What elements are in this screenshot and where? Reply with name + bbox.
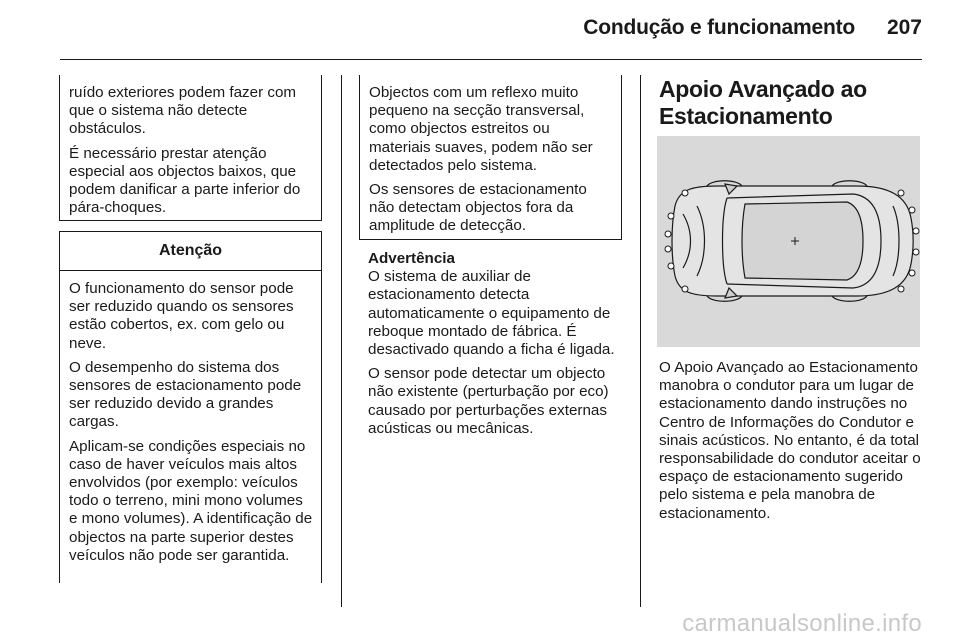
paragraph: Aplicam-se condições especiais no caso de haver veículos mais altos envolvidos (por exemplo: veículos todo o terreno, mini mono volumes e mono volumes). A identificação de objectos na parte superior destes veículos não pode ser garantida. (69, 437, 313, 564)
section-title: Apoio Avançado ao Estacionamento (659, 76, 867, 129)
attention-body (60, 271, 321, 565)
paragraph: O Apoio Avançado ao Estacionamento manobra o condutor para um lugar de estacionamento dando instruções no Centro de Informações do Condutor e sinais acústicos. No entanto, é da total responsabilidade do condutor aceitar o espaço de estacionamento sugerido pelo sistema e pela manobra de estacionamento. (659, 359, 921, 522)
note-title: Advertência (368, 250, 455, 267)
paragraph: O sensor pode detectar um objecto não existente (perturbação por eco) causado por perturbações externas acústicas ou mecânicas. (368, 365, 609, 437)
paragraph: Os sensores de estacionamento não detectam objectos fora da amplitude de detecção. (369, 181, 587, 235)
paragraph: Objectos com um reflexo muito pequeno na secção transversal, como objectos estreitos ou materiais suaves, podem não ser detectados pelo sistema. (369, 84, 593, 174)
paragraph: O funcionamento do sensor pode ser reduzido quando os sensores estão cobertos, ex. com gelo ou neve. (69, 280, 294, 352)
paragraph: É necessário prestar atenção especial aos objectos baixos, que podem danificar a parte inferior do pára-choques. (69, 144, 301, 217)
car-illustration (657, 136, 920, 347)
watermark: carmanualsonline.info (682, 610, 922, 637)
column-divider-2 (640, 75, 641, 607)
continued-warning-box (59, 75, 322, 221)
note-block (368, 250, 626, 438)
section-body (659, 359, 924, 523)
attention-title: Atenção (60, 232, 321, 271)
attention-box (59, 231, 322, 583)
header-rule (60, 59, 922, 60)
header-title: Condução e funcionamento (583, 16, 855, 39)
column-divider-1 (341, 75, 342, 607)
continued-warning-box-2 (359, 75, 622, 240)
paragraph: O sistema de auxiliar de estacionamento detecta automaticamente o equipamento de reboque montado de fábrica. É desactivado quando a ficha é ligada. (368, 268, 615, 359)
paragraph: ruído exteriores podem fazer com que o sistema não detecte obstáculos. (69, 84, 297, 138)
paragraph: O desempenho do sistema dos sensores de estacionamento pode ser reduzido devido a grandes cargas. (69, 358, 302, 431)
car-top-view-sensors-icon (657, 136, 920, 347)
page-number: 207 (886, 16, 922, 39)
